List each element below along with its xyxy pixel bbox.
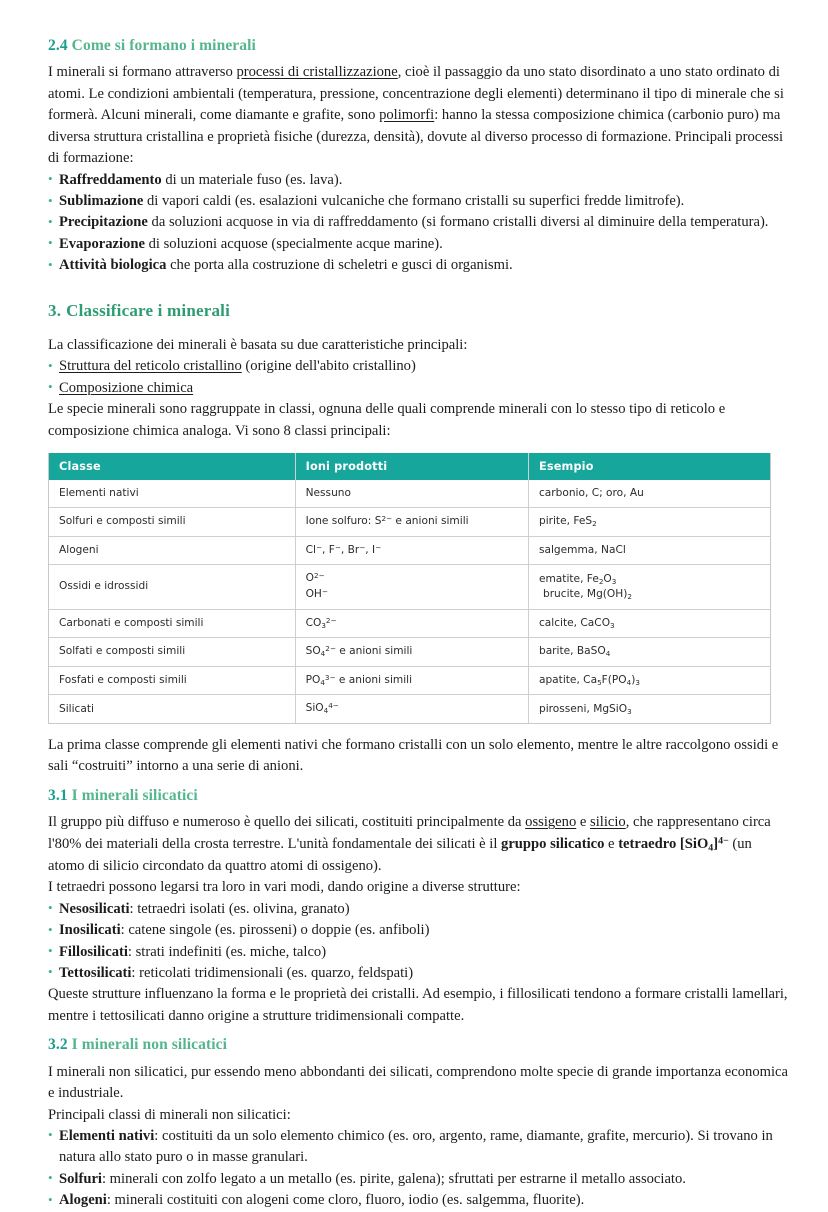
heading-3-1-title: I minerali silicatici [71, 786, 198, 804]
list-processi-formazione [48, 170, 788, 277]
list-item: • Solfuri: minerali con zolfo legato a un metallo (es. pirite, galena); sfruttati per estrarne il metallo associato. [48, 1169, 788, 1190]
heading-3-1-number: 3.1 [48, 786, 68, 804]
list-item: • Elementi nativi: costituiti da un solo elemento chimico (es. oro, argento, rame, diamante, grafite, mercurio). Si trovano in natura allo stato puro o in masse granulari. [48, 1126, 788, 1169]
table-cell-ioni: Ione solfuro: $S^{2-}$ e anioni simili [295, 508, 528, 537]
table-cell-esempio: calcite, CaCO$_3$ [528, 609, 770, 638]
table-cell-classe: Solfuri e composti simili [49, 508, 295, 537]
heading-3-title: Classificare i minerali [66, 300, 231, 320]
classi-minerali-table [49, 453, 770, 723]
paragraph-non-silicatici: I minerali non silicatici, pur essendo meno abbondanti dei silicati, comprendono molte specie di grande importanza economica e industriale. [48, 1063, 788, 1102]
heading-2-4-number: 2.4 [48, 37, 68, 54]
list-item: • Sublimazione di vapori caldi (es. esalazioni vulcaniche che formano cristalli su superfici fredde limitrofe). [48, 191, 788, 212]
paragraph-classi-principali: Le specie minerali sono raggruppate in classi, ognuna delle quali comprende minerali con lo stesso tipo di reticolo e composizione chimica analoga. Vi sono 8 classi principali: [48, 401, 726, 439]
table-cell-esempio: ematite, $Fe_2O_3$ brucite, $Mg(OH)_2$ [528, 565, 770, 609]
paragraph-formazione-minerali: I minerali si formano attraverso processi di cristallizzazione, cioè il passaggio da uno stato disordinato a uno stato ordinato di atomi. Le condizioni ambientali (temperatura, pressione, concentrazione degli elementi) determinano il tipo di minerale che si formerà. Alcuni minerali, come diamante e grafite, sono polimorfi: hanno la stessa composizione chimica (carbonio puro) ma diversa struttura cristallina e proprietà fisiche (durezza, densità), dovute al diverso processo di formazione. Principali processi di formazione: [48, 64, 784, 167]
heading-3-number: 3. [48, 300, 62, 320]
table-cell-esempio: salgemma, NaCl [528, 536, 770, 565]
table-head [49, 453, 770, 480]
table-header-ioni-prodotti: Ioni prodotti [295, 453, 528, 480]
table-cell-ioni: $SO_4^{2-}$ e anioni simili [295, 638, 528, 667]
heading-3-2 [48, 1035, 788, 1054]
table-row [49, 508, 770, 537]
heading-3-2-title: I minerali non silicatici [71, 1036, 228, 1054]
table-cell-ioni: SiO$_4^{4-}$ [295, 695, 528, 723]
table-header-classe: Classe [49, 453, 295, 480]
paragraph-tetraedri-leadin: I tetraedri possono legarsi tra loro in vari modi, dando origine a diverse strutture: [48, 879, 521, 896]
heading-3-1 [48, 786, 788, 805]
heading-3-2-number: 3.2 [48, 1036, 68, 1054]
list-item: • Attività biologica che porta alla costruzione di scheletri e gusci di organismi. [48, 255, 788, 276]
table-cell-esempio: pirite, FeS$_2$ [528, 508, 770, 537]
table-cell-classe: Solfati e composti simili [49, 638, 295, 667]
heading-2-4-title: Come si formano i minerali [71, 37, 256, 54]
table-row [49, 609, 770, 638]
table-body [49, 480, 770, 723]
table-row [49, 480, 770, 508]
paragraph-classi-non-silicatici-leadin: Principali classi di minerali non silicatici: [48, 1106, 291, 1123]
list-item: • Struttura del reticolo cristallino (origine dell'abito cristallino) [48, 356, 788, 377]
table-cell-esempio: carbonio, C; oro, Au [528, 480, 770, 508]
list-item: • Fillosilicati: strati indefiniti (es. miche, talco) [48, 942, 788, 963]
classi-minerali-table-wrapper [48, 453, 771, 724]
table-cell-classe: Carbonati e composti simili [49, 609, 295, 638]
table-cell-classe: Fosfati e composti simili [49, 666, 295, 695]
table-cell-ioni: $PO_4^{3-}$ e anioni simili [295, 666, 528, 695]
paragraph-prima-classe: La prima classe comprende gli elementi nativi che formano cristalli con un solo elemento, mentre le altre raccolgono ossidi e sali “costruiti” intorno a una serie di anioni. [48, 737, 779, 775]
table-row [49, 666, 770, 695]
table-cell-esempio: pirosseni, MgSiO$_3$ [528, 695, 770, 723]
table-cell-classe: Alogeni [49, 536, 295, 565]
list-item: • Composizione chimica [48, 378, 788, 399]
table-row [49, 536, 770, 565]
paragraph-classificazione-intro: La classificazione dei minerali è basata su due caratteristiche principali: [48, 336, 468, 353]
list-item: • Raffreddamento di un materiale fuso (es. lava). [48, 170, 788, 191]
list-strutture-silicati [48, 899, 788, 985]
table-cell-esempio: barite, BaSO$_4$ [528, 638, 770, 667]
table-row [49, 638, 770, 667]
paragraph-silicati: Il gruppo più diffuso e numeroso è quello dei silicati, costituiti principalmente da ossigeno e silicio, che rappresentano circa l'80% dei materiali della crosta terrestre. L'unità fondamentale dei silicati è il gruppo silicatico e tetraedro $[SiO_4]^{4-}$ (un atomo di silicio circondato da quattro atomi di ossigeno). [48, 814, 771, 874]
list-item: • Precipitazione da soluzioni acquose in via di raffreddamento (si formano cristalli diversi al diminuire della temperatura). [48, 212, 788, 233]
list-item: • Tettosilicati: reticolati tridimensionali (es. quarzo, feldspati) [48, 963, 788, 984]
heading-2-4 [48, 36, 788, 55]
table-cell-classe: Silicati [49, 695, 295, 723]
table-header-row [49, 453, 770, 480]
paragraph-strutture-closing: Queste strutture influenzano la forma e le proprietà dei cristalli. Ad esempio, i fillosilicati tendono a formare cristalli lamellari, mentre i tettosilicati danno origine a strutture tridimensionali compatte. [48, 986, 788, 1024]
table-row [49, 695, 770, 723]
list-item: • Evaporazione di soluzioni acquose (specialmente acque marine). [48, 234, 788, 255]
list-item: • Nesosilicati: tetraedri isolati (es. olivina, granato) [48, 899, 788, 920]
table-row [49, 565, 770, 609]
table-cell-ioni: $O^{2-}$ OH− [295, 565, 528, 609]
list-item: • Alogeni: minerali costituiti con alogeni come cloro, fluoro, iodio (es. salgemma, fluorite). [48, 1190, 788, 1211]
table-cell-ioni: Nessuno [295, 480, 528, 508]
table-cell-esempio: apatite, $Ca_5F(PO_4)_3$ [528, 666, 770, 695]
table-cell-ioni: Cl−, F−, Br−, I− [295, 536, 528, 565]
table-cell-ioni: $CO_3^{2-}$ [295, 609, 528, 638]
list-caratteristiche-classificazione [48, 356, 788, 399]
table-header-esempio: Esempio [528, 453, 770, 480]
list-item: • Inosilicati: catene singole (es. pirosseni) o doppie (es. anfiboli) [48, 920, 788, 941]
heading-3 [48, 301, 788, 321]
table-cell-classe: Ossidi e idrossidi [49, 565, 295, 609]
table-cell-classe: Elementi nativi [59, 486, 139, 499]
